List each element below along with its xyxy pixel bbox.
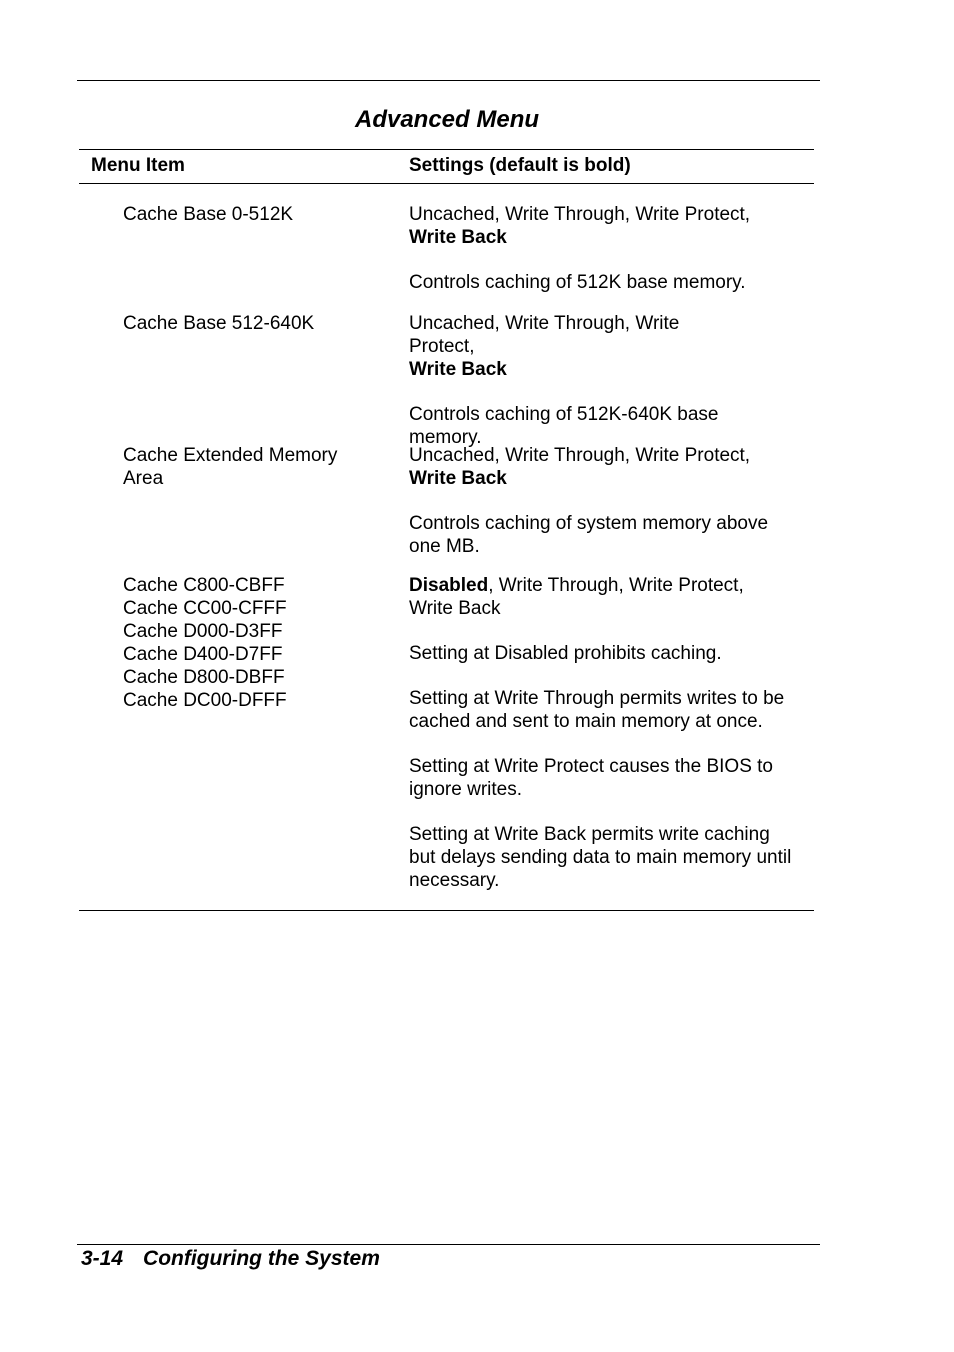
setting-options — [409, 574, 769, 620]
menu-item-line: Cache Extended Memory Area — [123, 445, 338, 489]
setting-cell — [409, 574, 809, 892]
section-title: Configuring the System — [143, 1247, 380, 1270]
menu-item-name — [123, 203, 373, 226]
options-default: Write Back — [409, 468, 507, 489]
setting-description: Controls caching of system memory above one MB. — [409, 513, 769, 557]
options-default: Write Back — [409, 359, 507, 380]
options-pre: Uncached, Write Through, Write Protect, — [409, 313, 680, 357]
header-menu-item: Menu Item — [91, 155, 185, 176]
menu-item-line: Cache C800-CBFF — [123, 575, 285, 596]
menu-item-line: Cache D400-D7FF — [123, 644, 283, 665]
setting-cell — [409, 444, 794, 558]
options-pre: Uncached, Write Through, Write Protect, — [409, 204, 751, 225]
setting-cell — [409, 312, 749, 449]
setting-description: Setting at Write Protect causes the BIOS to ignore writes. — [409, 756, 773, 800]
setting-description: Controls caching of 512K-640K base memory. — [409, 404, 719, 448]
menu-item-line: Cache D800-DBFF — [123, 667, 285, 688]
page-title: Advanced Menu — [354, 106, 540, 133]
options-default: Disabled — [409, 575, 489, 596]
settings-table — [79, 149, 814, 891]
page-number: 3-14 — [81, 1247, 124, 1270]
top-rule — [77, 80, 820, 81]
setting-description: Setting at Write Through permits writes to be cached and sent to main memory at once. — [409, 688, 785, 732]
menu-item-line: Cache Base 512-640K — [123, 313, 315, 334]
footer-rule — [77, 1244, 820, 1245]
setting-description: Setting at Disabled prohibits caching. — [409, 643, 722, 664]
setting-cell — [409, 203, 809, 294]
setting-options — [409, 444, 794, 490]
menu-item-line: Cache Base 0-512K — [123, 204, 294, 225]
page-footer — [81, 1247, 380, 1271]
options-default: Write Back — [409, 227, 507, 248]
menu-item-name — [123, 574, 373, 712]
menu-item-name — [123, 444, 363, 490]
setting-description: Setting at Write Back permits write caching but delays sending data to main memory until necessary. — [409, 824, 792, 891]
options-post: , Write Through, Write Protect, Write Back — [409, 575, 744, 619]
setting-options — [409, 312, 749, 381]
table-bottom-rule — [79, 910, 814, 911]
menu-item-line: Cache D000-D3FF — [123, 621, 283, 642]
setting-description: Controls caching of 512K base memory. — [409, 272, 746, 293]
menu-item-line: Cache CC00-CFFF — [123, 598, 287, 619]
menu-item-line: Cache DC00-DFFF — [123, 690, 287, 711]
setting-options — [409, 203, 809, 249]
menu-item-name — [123, 312, 373, 335]
table-header — [79, 149, 814, 184]
options-pre: Uncached, Write Through, Write Protect, — [409, 445, 751, 466]
header-settings: Settings (default is bold) — [409, 155, 631, 176]
